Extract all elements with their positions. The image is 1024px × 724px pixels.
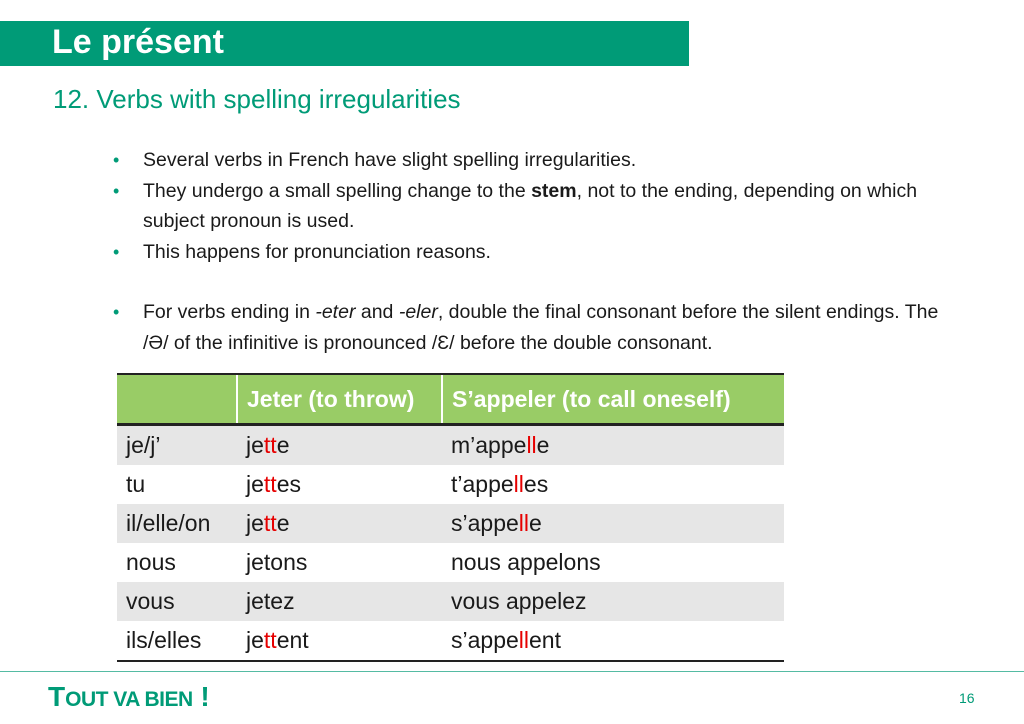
bullet-emphasis: stem <box>531 179 577 202</box>
appeler-cell <box>442 504 784 543</box>
brand-logo <box>48 683 210 711</box>
bullet-icon: • <box>113 180 120 201</box>
pronoun-cell: tu <box>117 465 237 504</box>
logo-exclamation: ! <box>192 681 210 712</box>
bullet-text: Several verbs in French have slight spelling irregularities. <box>143 149 637 171</box>
conjugation-table <box>117 373 784 662</box>
bullet-icon: • <box>113 150 120 170</box>
verb-part: je <box>246 432 264 458</box>
title-bar <box>0 21 689 66</box>
section-subtitle: 12. Verbs with spelling irregularities <box>53 84 461 114</box>
pronoun-cell: je/j’ <box>117 425 237 466</box>
table-row <box>117 504 784 543</box>
verb-part: m’appe <box>451 432 527 458</box>
jeter-cell <box>237 504 442 543</box>
verb-part: es <box>276 471 301 497</box>
verb-part: jetons <box>246 549 308 575</box>
doubled-consonant: ll <box>518 510 530 536</box>
table-row <box>117 582 784 621</box>
bullet-text: and <box>355 301 399 323</box>
logo-initial: T <box>48 681 66 712</box>
appeler-cell <box>442 543 784 582</box>
bullet-item <box>111 145 941 176</box>
bullet-text: For verbs ending in <box>143 301 316 323</box>
verb-part: e <box>276 432 290 458</box>
bullet-item <box>111 176 941 237</box>
table-row <box>117 425 784 466</box>
page-number: 16 <box>959 690 975 706</box>
table-row <box>117 543 784 582</box>
doubled-consonant: ll <box>518 627 530 653</box>
appeler-cell <box>442 465 784 504</box>
verb-part: s’appe <box>451 627 519 653</box>
verb-part: nous appelons <box>451 549 601 575</box>
table-row <box>117 465 784 504</box>
verb-part: e <box>536 432 550 458</box>
appeler-cell <box>442 582 784 621</box>
doubled-consonant: tt <box>263 432 277 458</box>
appeler-cell <box>442 621 784 661</box>
verb-part: t’appe <box>451 471 514 497</box>
doubled-consonant: tt <box>263 510 277 536</box>
bullet-text: , not to the ending, depending on which subject pronoun is used. <box>143 179 918 232</box>
jeter-cell <box>237 543 442 582</box>
logo-text: OUT VA BIEN <box>65 688 193 711</box>
appeler-cell <box>442 425 784 466</box>
bullet-item <box>111 297 941 358</box>
verb-part: s’appe <box>451 510 519 536</box>
table-body <box>117 425 784 662</box>
jeter-cell <box>237 582 442 621</box>
page-title: Le présent <box>52 23 224 61</box>
verb-part: e <box>276 510 290 536</box>
verb-part: je <box>246 510 264 536</box>
bullet-text: , double the final consonant before the silent endings. The /Ə/ of the infinitive is pronounced /Ɛ/ before the double consonant. <box>143 301 939 354</box>
doubled-consonant: ll <box>513 471 524 497</box>
footer-divider <box>0 671 1024 672</box>
table-row <box>117 621 784 661</box>
bullet-text: This happens for pronunciation reasons. <box>143 240 491 263</box>
jeter-cell <box>237 621 442 661</box>
bullet-list <box>111 145 941 358</box>
pronoun-cell: vous <box>117 582 237 621</box>
table-header-cell: S’appeler (to call oneself) <box>442 374 784 425</box>
verb-part: vous appelez <box>451 588 587 614</box>
bullet-item <box>111 237 941 268</box>
verb-part: ent <box>276 627 309 653</box>
verb-part: je <box>246 627 264 653</box>
bullet-icon: • <box>113 241 120 262</box>
pronoun-cell: il/elle/on <box>117 504 237 543</box>
doubled-consonant: tt <box>263 627 277 653</box>
verb-part: jetez <box>246 588 295 614</box>
verb-part: e <box>529 510 542 536</box>
pronoun-cell: nous <box>117 543 237 582</box>
verb-part: ent <box>529 627 561 653</box>
table-header-cell <box>117 374 237 425</box>
jeter-cell <box>237 465 442 504</box>
jeter-cell <box>237 425 442 466</box>
verb-part: es <box>523 471 549 497</box>
bullet-emphasis: -eter <box>315 301 356 323</box>
pronoun-cell: ils/elles <box>117 621 237 661</box>
bullet-icon: • <box>113 302 120 322</box>
doubled-consonant: tt <box>263 471 277 497</box>
bullet-emphasis: -eler <box>398 301 438 323</box>
table-header-row <box>117 374 784 425</box>
bullet-text: They undergo a small spelling change to the <box>143 179 532 202</box>
table-header-cell: Jeter (to throw) <box>237 374 442 425</box>
doubled-consonant: ll <box>526 432 537 458</box>
verb-part: je <box>246 471 264 497</box>
